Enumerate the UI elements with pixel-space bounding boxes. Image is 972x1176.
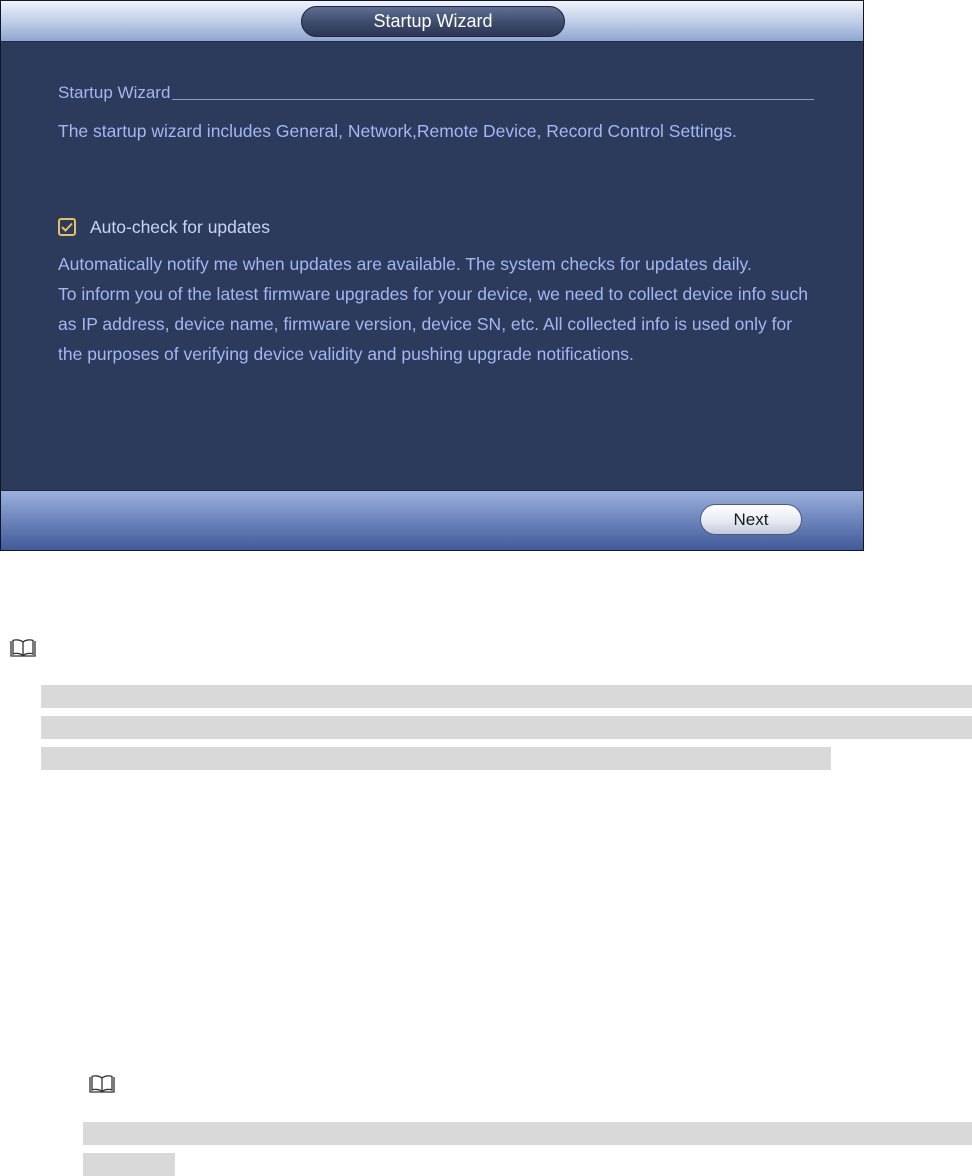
note-highlight-line xyxy=(41,747,831,770)
auto-check-updates-label: Auto-check for updates xyxy=(90,216,270,237)
section-title: Startup Wizard xyxy=(58,83,171,102)
notice-line: Automatically notify me when updates are available. The system checks for updates daily. xyxy=(58,254,752,274)
dialog-title: Startup Wizard xyxy=(301,6,565,37)
book-icon xyxy=(8,637,38,659)
note-highlight-line xyxy=(41,716,972,739)
auto-check-updates-checkbox[interactable] xyxy=(58,218,76,236)
book-icon xyxy=(87,1073,117,1095)
wizard-description: The startup wizard includes General, Network,Remote Device, Record Control Settings. xyxy=(58,121,737,141)
section-divider xyxy=(172,99,814,100)
note-highlight-line xyxy=(41,685,972,708)
startup-wizard-dialog xyxy=(0,0,864,551)
notice-line: To inform you of the latest firmware upgrades for your device, we need to collect device info such as IP address, device name, firmware version, device SN, etc. All collected info is used only for the purposes of verifying device validity and pushing upgrade notifications. xyxy=(58,284,808,364)
next-button[interactable]: Next xyxy=(700,504,802,535)
note-highlight-line xyxy=(83,1122,972,1145)
section-header xyxy=(58,81,814,103)
note-highlight-line xyxy=(83,1153,175,1176)
dialog-footer xyxy=(1,490,863,551)
auto-check-updates-row[interactable] xyxy=(58,215,270,239)
update-notice xyxy=(58,249,818,369)
check-icon xyxy=(61,222,73,232)
title-bar xyxy=(1,1,863,42)
